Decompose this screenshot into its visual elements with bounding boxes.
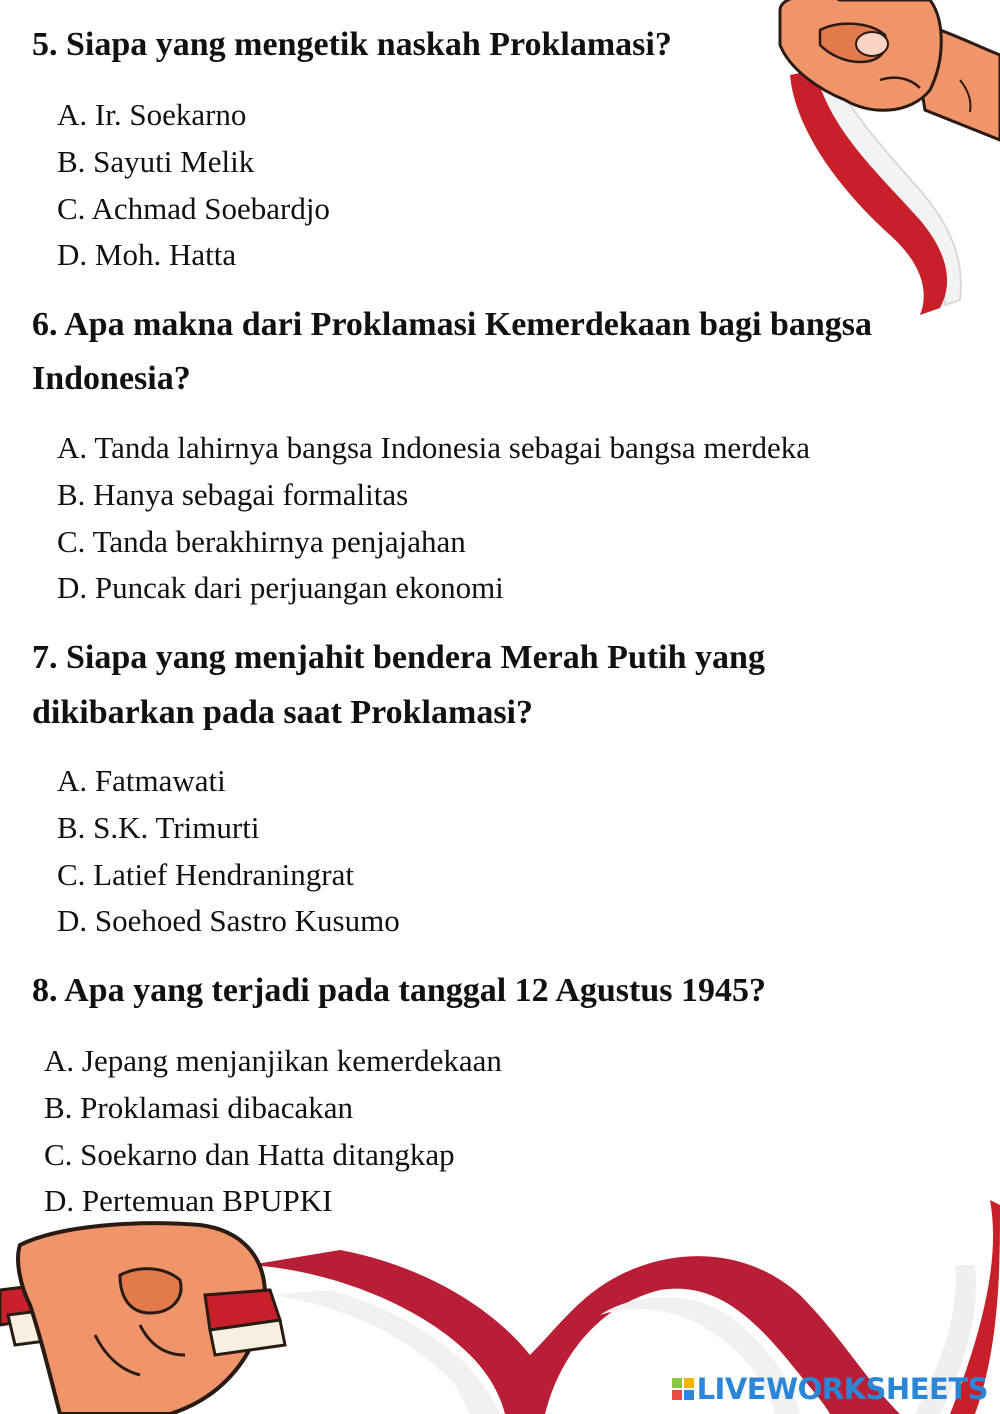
option-c: C. Soekarno dan Hatta ditangkap — [44, 1137, 455, 1172]
question-title: 8. Apa yang terjadi pada tanggal 12 Agustus 1945? — [32, 972, 766, 1009]
option-d: D. Pertemuan BPUPKI — [44, 1183, 333, 1218]
option-a: A. Ir. Soekarno — [57, 97, 247, 132]
question-title-line-1: 7. Siapa yang menjahit bendera Merah Putih yang — [32, 639, 765, 676]
option-c: C. Latief Hendraningrat — [57, 857, 354, 892]
option-d: D. Moh. Hatta — [57, 237, 237, 272]
question-title-line-1: 6. Apa makna dari Proklamasi Kemerdekaan bagi bangsa — [32, 306, 873, 343]
option-b: B. Hanya sebagai formalitas — [57, 477, 409, 512]
liveworksheets-logo-icon — [671, 1377, 695, 1401]
option-b: B. Proklamasi dibacakan — [44, 1090, 354, 1125]
option-d: D. Soehoed Sastro Kusumo — [57, 903, 400, 938]
option-d: D. Puncak dari perjuangan ekonomi — [57, 570, 504, 605]
option-b: B. Sayuti Melik — [57, 144, 255, 179]
liveworksheets-watermark — [671, 1372, 988, 1406]
option-a: A. Fatmawati — [57, 763, 226, 798]
option-c: C. Achmad Soebardjo — [57, 191, 330, 226]
option-c: C. Tanda berakhirnya penjajahan — [57, 524, 466, 559]
question-title-line-2: Indonesia? — [32, 360, 191, 397]
option-a: A. Tanda lahirnya bangsa Indonesia sebagai bangsa merdeka — [57, 430, 811, 465]
option-b: B. S.K. Trimurti — [57, 810, 260, 845]
question-title: 5. Siapa yang mengetik naskah Proklamasi? — [32, 26, 672, 63]
question-title-line-2: dikibarkan pada saat Proklamasi? — [32, 694, 534, 731]
option-a: A. Jepang menjanjikan kemerdekaan — [44, 1043, 502, 1078]
fist-holding-flag-ribbon-icon — [760, 0, 1000, 330]
watermark-text: LIVEWORKSHEETS — [696, 1372, 988, 1406]
